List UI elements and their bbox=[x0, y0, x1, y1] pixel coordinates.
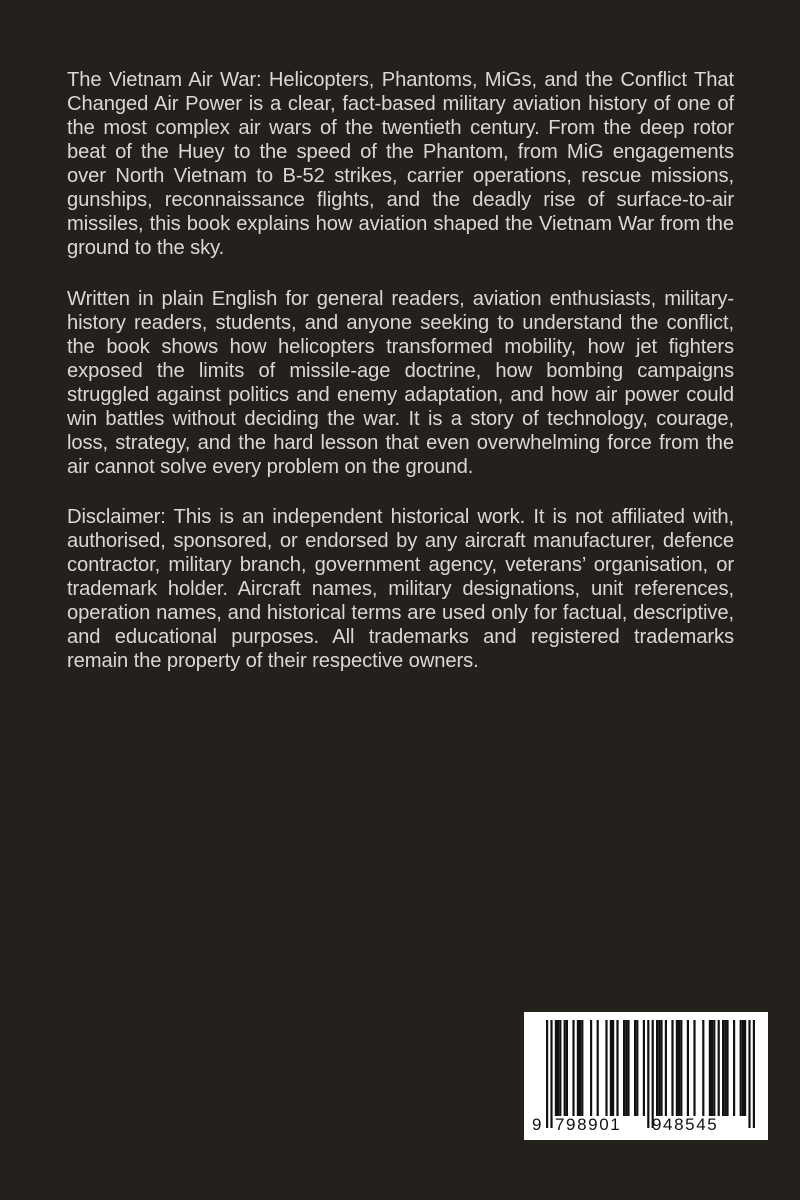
barcode-bar bbox=[581, 1020, 583, 1116]
barcode-bar bbox=[711, 1020, 713, 1116]
barcode-bar bbox=[572, 1020, 574, 1116]
barcode-bar bbox=[678, 1020, 680, 1116]
barcode-bar bbox=[625, 1020, 627, 1116]
barcode-bar bbox=[702, 1020, 704, 1116]
barcode-bar bbox=[577, 1020, 579, 1116]
barcode-bar bbox=[623, 1020, 625, 1116]
barcode-bar bbox=[658, 1020, 660, 1116]
barcode-bar bbox=[671, 1020, 673, 1116]
barcode-bar bbox=[546, 1020, 548, 1128]
barcode-bar bbox=[566, 1020, 568, 1116]
barcode-bar bbox=[559, 1020, 561, 1116]
barcode-bar bbox=[680, 1020, 682, 1116]
isbn-barcode bbox=[524, 1012, 768, 1140]
barcode-bar bbox=[636, 1020, 638, 1116]
barcode-bar bbox=[744, 1020, 746, 1116]
barcode-bar bbox=[610, 1020, 612, 1116]
description-block bbox=[67, 68, 734, 697]
barcode-bar bbox=[687, 1020, 689, 1116]
barcode-bar bbox=[748, 1020, 750, 1128]
barcode-bar bbox=[753, 1020, 755, 1128]
barcode-bar bbox=[726, 1020, 728, 1116]
description-paragraph: Written in plain English for general readers, aviation enthusiasts, military-history readers, students, and anyone seeking to understand the conflict, the book shows how helicopters transformed mobility, how jet fighters exposed the limits of missile-age doctrine, how bombing campaigns struggled against politics and enemy adaptation, and how air power could win battles without deciding the war. It is a story of technology, courage, loss, strategy, and the hard lesson that even overwhelming force from the air cannot solve every problem on the ground. bbox=[67, 288, 734, 478]
barcode-bar bbox=[722, 1020, 724, 1116]
barcode-bar bbox=[709, 1020, 711, 1116]
barcode-bar bbox=[693, 1020, 695, 1116]
barcode-left-digits: 798901 bbox=[555, 1115, 622, 1134]
barcode-bar bbox=[713, 1020, 715, 1116]
barcode-bar bbox=[733, 1020, 735, 1116]
barcode-bar bbox=[740, 1020, 742, 1116]
barcode-lead-digit: 9 bbox=[532, 1115, 542, 1134]
barcode-bar bbox=[724, 1020, 726, 1116]
barcode-bar bbox=[590, 1020, 592, 1116]
barcode-bar bbox=[656, 1020, 658, 1116]
barcode-bar bbox=[742, 1020, 744, 1116]
barcode-bar bbox=[616, 1020, 618, 1116]
barcode-bar bbox=[557, 1020, 559, 1116]
barcode-bar bbox=[665, 1020, 667, 1116]
barcode-bar bbox=[627, 1020, 629, 1116]
barcode-bar bbox=[718, 1020, 720, 1116]
barcode-right-digits: 948545 bbox=[652, 1115, 719, 1134]
disclaimer-paragraph: Disclaimer: This is an independent historical work. It is not affiliated with, authorised, sponsored, or endorsed by any aircraft manufacturer, defence contractor, military branch, government agency, veterans’ organisation, or trademark holder. Aircraft names, military designations, unit references, operation names, and historical terms are used only for factual, descriptive, and educational purposes. All trademarks and registered trademarks remain the property of their respective owners. bbox=[67, 506, 734, 672]
barcode-bar bbox=[555, 1020, 557, 1116]
barcode-bar bbox=[647, 1020, 649, 1128]
barcode-bar bbox=[634, 1020, 636, 1116]
barcode-bar bbox=[550, 1020, 552, 1128]
barcode-bar bbox=[605, 1020, 607, 1116]
description-paragraph: The Vietnam Air War: Helicopters, Phantoms, MiGs, and the Conflict That Changed Air Power is a clear, fact-based military aviation history of one of the most complex air wars of the twentieth century. From the deep rotor beat of the Huey to the speed of the Phantom, from MiG engagements over North Vietnam to B-52 strikes, carrier operations, rescue missions, gunships, reconnaissance flights, and the deadly rise of surface-to-air missiles, this book explains how aviation shaped the Vietnam War from the ground to the sky. bbox=[67, 69, 734, 259]
barcode-bar bbox=[652, 1020, 654, 1128]
barcode-bar bbox=[643, 1020, 645, 1116]
barcode-bar bbox=[579, 1020, 581, 1116]
barcode-bar bbox=[676, 1020, 678, 1116]
barcode-bar bbox=[660, 1020, 662, 1116]
barcode-bar bbox=[564, 1020, 566, 1116]
barcode-bar bbox=[612, 1020, 614, 1116]
barcode-bar bbox=[597, 1020, 599, 1116]
barcode-digits bbox=[524, 1115, 768, 1137]
